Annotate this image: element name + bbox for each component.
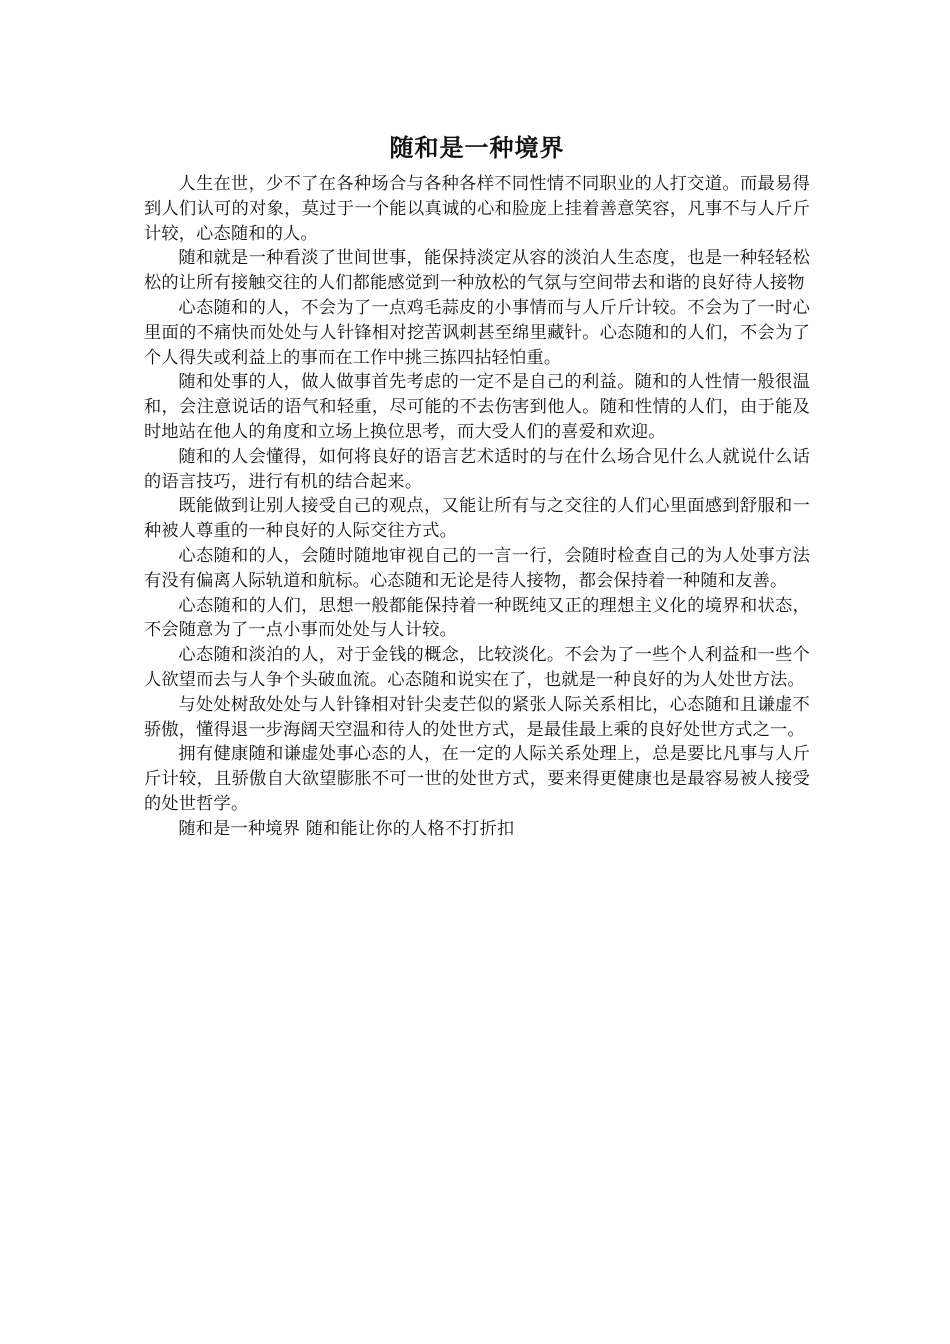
- paragraph-11: 拥有健康随和谦虚处事心态的人，在一定的人际关系处理上，总是要比凡事与人斤斤计较，且骄傲自大欲望膨胀不可一世的处世方式，要来得更健康也是最容易被人接受的处世哲学。: [144, 744, 810, 814]
- paragraph-8: 心态随和的人们，思想一般都能保持着一种既纯又正的理想主义化的境界和状态，不会随意为了一点小事而处处与人计较。: [144, 595, 810, 641]
- paragraph-5: 随和的人会懂得，如何将良好的语言艺术适时的与在什么场合见什么人就说什么话的语言技巧，进行有机的结合起来。: [144, 446, 810, 492]
- document-title: 随和是一种境界: [389, 133, 565, 162]
- paragraph-7: 心态随和的人，会随时随地审视自己的一言一行，会随时检查自己的为人处事方法有没有偏离人际轨道和航标。心态随和无论是待人接物，都会保持着一种随和友善。: [144, 545, 810, 591]
- document-page: [144, 130, 810, 842]
- paragraph-4: 随和处事的人，做人做事首先考虑的一定不是自己的利益。随和的人性情一般很温和，会注意说话的语气和轻重，尽可能的不去伤害到他人。随和性情的人们，由于能及时地站在他人的角度和立场上换位思考，而大受人们的喜爱和欢迎。: [144, 372, 810, 442]
- paragraph-6: 既能做到让别人接受自己的观点，又能让所有与之交往的人们心里面感到舒服和一种被人尊重的一种良好的人际交往方式。: [144, 496, 810, 542]
- paragraph-10: 与处处树敌处处与人针锋相对针尖麦芒似的紧张人际关系相比，心态随和且谦虚不骄傲，懂得退一步海阔天空温和待人的处世方式，是最佳最上乘的良好处世方式之一。: [144, 694, 810, 740]
- paragraph-12: 随和是一种境界 随和能让你的人格不打折扣: [178, 818, 515, 839]
- paragraph-3: 心态随和的人，不会为了一点鸡毛蒜皮的小事情而与人斤斤计较。不会为了一时心里面的不痛快而处处与人针锋相对挖苦讽刺甚至绵里藏针。心态随和的人们，不会为了个人得失或利益上的事而在工作中挑三拣四拈轻怕重。: [144, 297, 810, 368]
- paragraph-1: 人生在世，少不了在各种场合与各种各样不同性情不同职业的人打交道。而最易得到人们认可的对象，莫过于一个能以真诚的心和脸庞上挂着善意笑容，凡事不与人斤斤计较，心态随和的人。: [144, 174, 810, 244]
- paragraph-9: 心态随和淡泊的人，对于金钱的概念，比较淡化。不会为了一些个人利益和一些个人欲望而去与人争个头破血流。心态随和说实在了，也就是一种良好的为人处世方法。: [144, 645, 810, 690]
- paragraph-2: 随和就是一种看淡了世间世事，能保持淡定从容的淡泊人生态度，也是一种轻轻松松的让所有接触交往的人们都能感觉到一种放松的气氛与空间带去和谐的良好待人接物: [144, 248, 810, 294]
